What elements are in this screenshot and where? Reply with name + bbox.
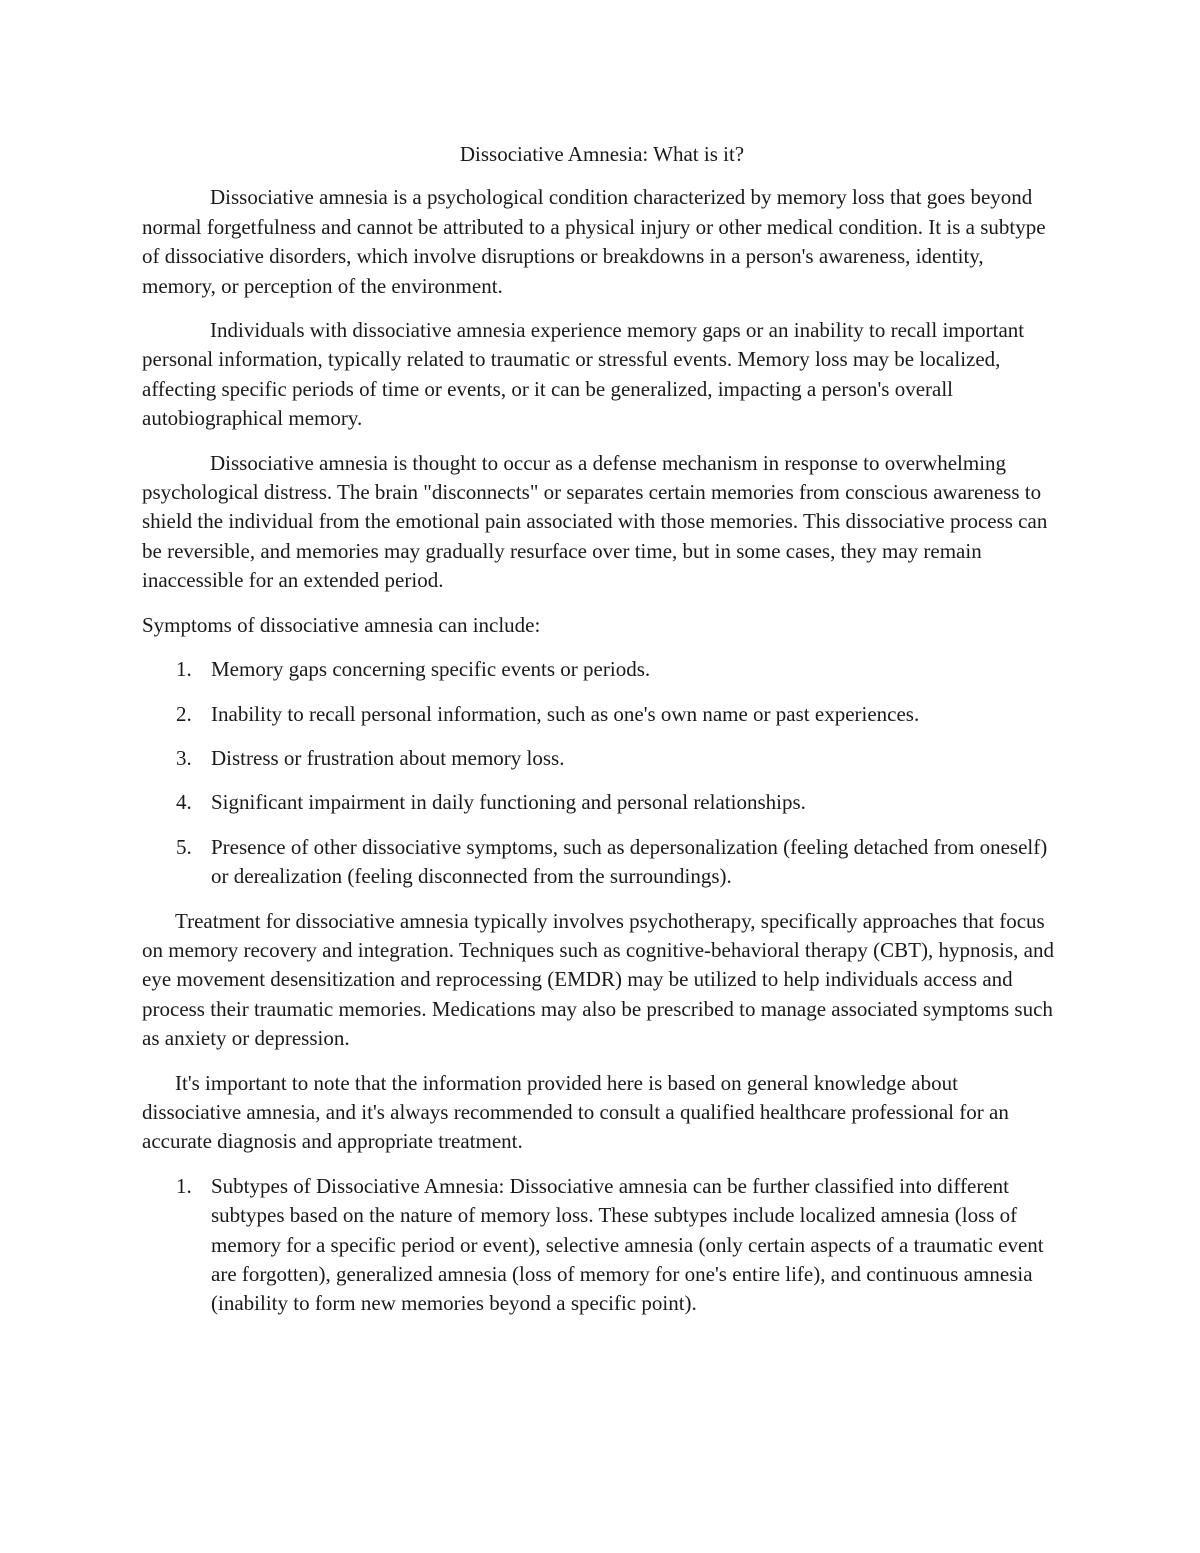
list-text: Distress or frustration about memory loss. [211,745,565,770]
paragraph-note: It's important to note that the information provided here is based on general knowledge about dissociative amnesia, and it's always recommended to consult a qualified healthcare professional for an accurate diagnosis and appropriate treatment. [142,1070,1009,1154]
paragraph-definition: Dissociative amnesia is a psychological condition characterized by memory loss that goes beyond normal forgetfulness and cannot be attributed to a physical injury or other medical condition. It is a subtype of dissociative disorders, which involve disruptions or breakdowns in a person's awareness, identity, memory, or perception of the environment. [142,185,1046,298]
list-item [142,1172,1062,1319]
paragraph-treatment: Treatment for dissociative amnesia typically involves psychotherapy, specifically approaches that focus on memory recovery and integration. Techniques such as cognitive-behavioral therapy (CBT), hypnosis, and eye movement desensitization and reprocessing (EMDR) may be utilized to help individuals access and process their traumatic memories. Medications may also be prescribed to manage associated symptoms such as anxiety or depression. [142,908,1054,1051]
list-item [142,655,1062,684]
list-number: 1. [176,657,192,682]
document-title: Dissociative Amnesia: What is it? [459,142,745,166]
list-text: Significant impairment in daily functioning and personal relationships. [211,790,806,815]
document-page [142,140,1062,1334]
list-item [142,744,1062,773]
list-number: 3. [176,745,192,770]
list-text: Memory gaps concerning specific events or periods. [211,657,651,682]
list-number: 1. [176,1173,192,1198]
list-text: Subtypes of Dissociative Amnesia: Dissociative amnesia can be further classified into different subtypes based on the nature of memory loss. These subtypes include localized amnesia (loss of memory for a specific period or event), selective amnesia (only certain aspects of a traumatic event are forgotten), generalized amnesia (loss of memory for one's entire life), and continuous amnesia (inability to form new memories beyond a specific point). [211,1173,1044,1316]
list-item [142,700,1062,729]
list-item [142,833,1062,892]
list-text: Presence of other dissociative symptoms, such as depersonalization (feeling detached from oneself) or derealization (feeling disconnected from the surroundings). [211,834,1048,889]
symptoms-intro: Symptoms of dissociative amnesia can include: [142,612,541,637]
list-item [142,788,1062,817]
symptoms-list [142,655,1062,891]
list-number: 2. [176,701,192,726]
list-text: Inability to recall personal information, such as one's own name or past experiences. [211,701,920,726]
paragraph-defense-mechanism: Dissociative amnesia is thought to occur as a defense mechanism in response to overwhelming psychological distress. The brain "disconnects" or separates certain memories from conscious awareness to shield the individual from the emotional pain associated with those memories. This dissociative process can be reversible, and memories may gradually resurface over time, but in some cases, they may remain inaccessible for an extended period. [142,450,1048,593]
list-number: 4. [176,790,192,815]
subtypes-list [142,1172,1062,1319]
paragraph-memory-gaps: Individuals with dissociative amnesia experience memory gaps or an inability to recall important personal information, typically related to traumatic or stressful events. Memory loss may be localized, affecting specific periods of time or events, or it can be generalized, impacting a person's overall autobiographical memory. [142,318,1025,431]
list-number: 5. [176,834,192,859]
